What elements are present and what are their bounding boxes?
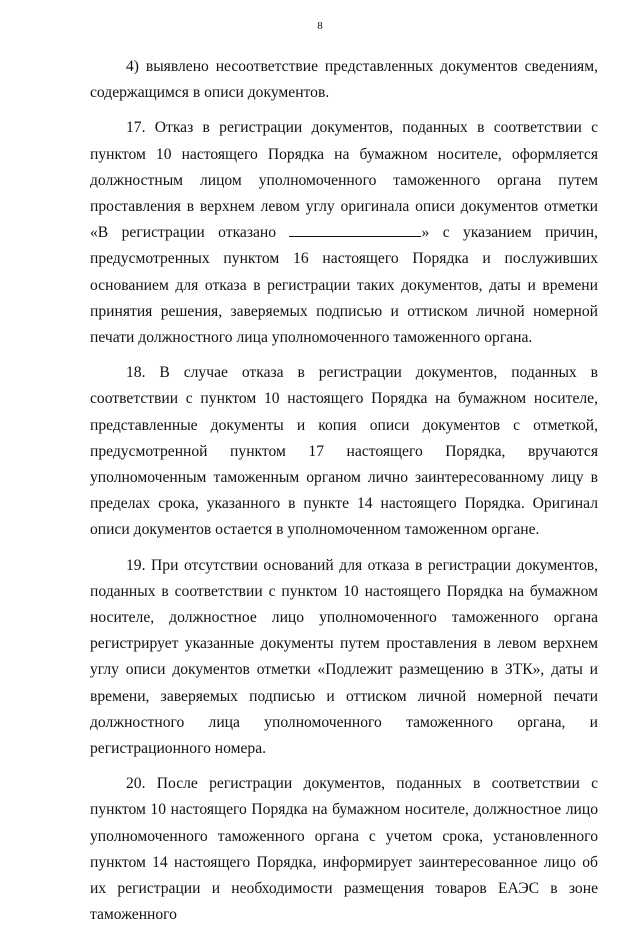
- document-body: [90, 54, 598, 929]
- paragraph-20: 20. После регистрации документов, поданных в соответствии с пунктом 10 настоящего Порядка на бумажном носителе, должностное лицо уполномоченного таможенного органа с учетом срока, установленного пунктом 14 настоящего Порядка, информирует заинтересованное лицо об их регистрации и необходимости размещения товаров ЕАЭС в зоне таможенного: [90, 775, 598, 924]
- paragraph-18: 18. В случае отказа в регистрации документов, поданных в соответствии с пунктом 10 настоящего Порядка на бумажном носителе, представленные документы и копия описи документов с отметкой, предусмотренной пунктом 17 настоящего Порядка, вручаются уполномоченным таможенным органом лично заинтересованному лицу в пределах срока, указанного в пункте 14 настоящего Порядка. Оригинал описи документов остается в уполномоченном таможенном органе.: [90, 364, 598, 539]
- paragraph-19: 19. При отсутствии оснований для отказа в регистрации документов, поданных в соответствии с пунктом 10 настоящего Порядка на бумажном носителе, должностное лицо уполномоченного таможенного органа регистрирует указанные документы путем проставления в левом верхнем углу описи документов отметки «Подлежит размещению в ЗТК», даты и времени, заверяемых подписью и оттиском личной номерной печати должностного лица уполномоченного таможенного органа, и регистрационного номера.: [90, 556, 598, 758]
- page-number: 8: [317, 20, 323, 32]
- paragraph-17: [90, 115, 598, 351]
- paragraph-17-text-start: 17. Отказ в регистрации документов, поданных в соответствии с пунктом 10 настоящего Порядка на бумажном носителе, оформляется должностным лицом уполномоченного таможенного органа путем проставления в верхнем левом углу оригинала описи документов отметки «В регистрации отказано: [90, 119, 598, 242]
- reason-blank-line: [289, 224, 421, 237]
- paragraph-item-4: 4) выявлено несоответствие представленных документов сведениям, содержащимся в описи документов.: [90, 58, 598, 102]
- paragraph-17-text-end: » с указанием причин, предусмотренных пунктом 16 настоящего Порядка и послуживших основанием для отказа в регистрации таких документов, даты и времени принятия решения, заверяемых подписью и оттиском личной номерной печати должностного лица уполномоченного таможенного органа.: [90, 224, 598, 347]
